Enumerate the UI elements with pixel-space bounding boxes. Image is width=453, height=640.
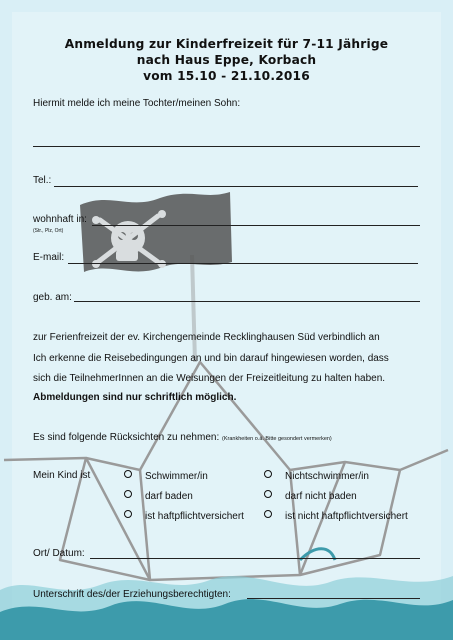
page-title <box>12 36 441 84</box>
option-swimmer[interactable]: Schwimmer/in <box>124 470 208 482</box>
option-not-insured[interactable]: ist nicht haftpflichtversichert <box>264 510 408 522</box>
signature-label: Unterschrift des/der Erziehungsberechtigten: <box>33 589 231 600</box>
radio-circle-icon[interactable] <box>124 510 132 518</box>
paragraph-line-3: sich die TeilnehmerInnen an die Weisungen der Freizeitleitung zu halten haben. <box>33 373 386 384</box>
radio-circle-icon[interactable] <box>264 470 272 478</box>
radio-circle-icon[interactable] <box>264 490 272 498</box>
tel-field[interactable] <box>54 186 418 187</box>
title-line-2: nach Haus Eppe, Korbach <box>136 53 317 67</box>
tel-label: Tel.: <box>33 175 52 186</box>
radio-circle-icon[interactable] <box>264 510 272 518</box>
email-label: E-mail: <box>33 252 65 263</box>
pirate-flag-icon <box>80 192 232 272</box>
considerations-label <box>33 432 332 443</box>
option-non-swimmer[interactable]: Nichtschwimmer/in <box>264 470 369 482</box>
birth-label: geb. am: <box>33 292 72 303</box>
title-line-3: vom 15.10 - 21.10.2016 <box>143 69 310 83</box>
address-hint: (Str., Plz, Ort) <box>33 228 64 234</box>
place-date-label: Ort/ Datum: <box>33 548 85 559</box>
child-name-field[interactable] <box>33 146 420 147</box>
radio-circle-icon[interactable] <box>124 490 132 498</box>
paragraph-line-1: zur Ferienfreizeit der ev. Kirchengemeinde Recklinghausen Süd verbindlich an <box>33 332 380 343</box>
radio-circle-icon[interactable] <box>124 470 132 478</box>
place-date-field[interactable] <box>90 558 420 559</box>
mast-icon <box>192 255 195 362</box>
email-field[interactable] <box>68 263 418 264</box>
cancellation-note: Abmeldungen sind nur schriftlich möglich. <box>33 392 237 403</box>
paragraph-line-2: Ich erkenne die Reisebedingungen an und bin darauf hingewiesen worden, dass <box>33 353 389 364</box>
birth-field[interactable] <box>74 301 420 302</box>
address-field[interactable] <box>92 225 420 226</box>
signature-field[interactable] <box>247 598 420 599</box>
address-label: wohnhaft in: <box>33 214 87 225</box>
option-may-bathe[interactable]: darf baden <box>124 490 193 502</box>
considerations-text: Es sind folgende Rücksichten zu nehmen: <box>33 432 220 443</box>
option-insured[interactable]: ist haftpflichtversichert <box>124 510 244 522</box>
intro-text: Hiermit melde ich meine Tochter/meinen Sohn: <box>33 98 241 109</box>
title-line-1: Anmeldung zur Kinderfreizeit für 7-11 Jährige <box>64 37 389 51</box>
child-label: Mein Kind ist <box>33 470 91 481</box>
option-may-not-bathe[interactable]: darf nicht baden <box>264 490 357 502</box>
considerations-hint: (Krankheiten o.ä. Bitte gesondert vermerken) <box>222 436 332 442</box>
